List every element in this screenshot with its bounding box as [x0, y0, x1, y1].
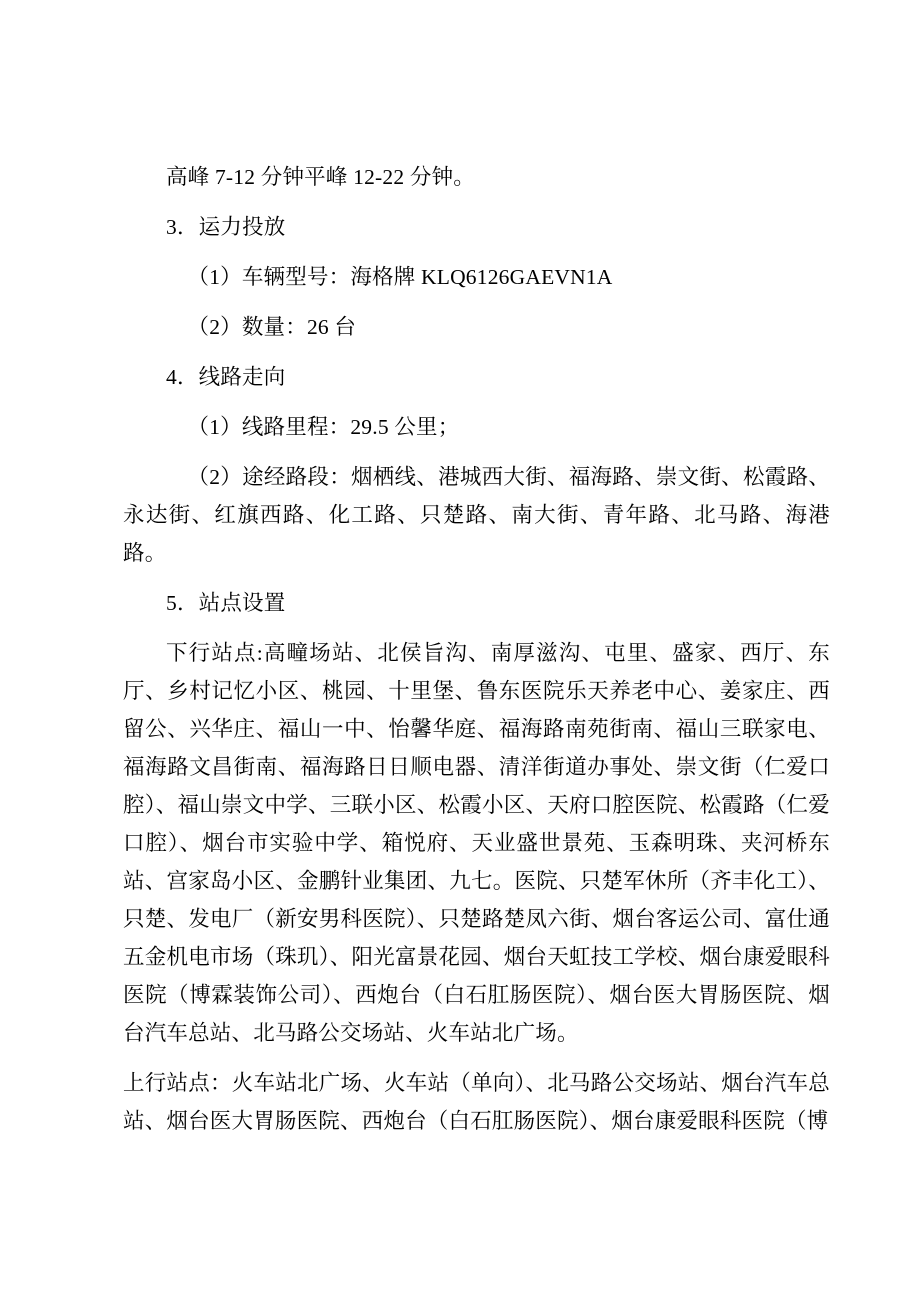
paragraph-upbound-stations: 上行站点：火车站北广场、火车站（单向）、北马路公交场站、烟台汽车总站、烟台医大胃肠医院、西炮台（白石肛肠医院）、烟台康爱眼科医院（博	[123, 1071, 830, 1133]
item-route-roads: （2）途经路段：烟栖线、港城西大街、福海路、崇文街、松霞路、永达街、红旗西路、化工路、只楚路、南大街、青年路、北马路、海港路。	[123, 465, 830, 565]
paragraph-peak-frequency: 高峰 7-12 分钟平峰 12-22 分钟。	[166, 165, 475, 189]
item-route-length: （1）线路里程：29.5 公里；	[187, 415, 460, 439]
item-vehicle-quantity: （2）数量：26 台	[187, 315, 357, 339]
heading-capacity-deployment: 3．运力投放	[166, 215, 286, 239]
paragraph-downbound-stations: 下行站点:高疃场站、北侯旨沟、南厚滋沟、屯里、盛家、西厅、东厅、乡村记忆小区、桃园、十里堡、鲁东医院乐天养老中心、姜家庄、西留公、兴华庄、福山一中、怡馨华庭、福海路南苑街南、福山三联家电、福海路文昌街南、福海路日日顺电器、清洋街道办事处、崇文街（仁爱口腔）、福山崇文中学、三联小区、松霞小区、天府口腔医院、松霞路（仁爱口腔）、烟台市实验中学、箱悦府、天业盛世景苑、玉森明珠、夹河桥东站、宫家岛小区、金鹏针业集团、九七。医院、只楚军休所（齐丰化工）、只楚、发电厂（新安男科医院）、只楚路楚凤六街、烟台客运公司、富仕通五金机电市场（珠玑）、阳光富景花园、烟台天虹技工学校、烟台康爱眼科医院（博霖装饰公司）、西炮台（白石肛肠医院）、烟台医大胃肠医院、烟台汽车总站、北马路公交场站、火车站北广场。	[123, 641, 830, 1045]
heading-station-setup: 5．站点设置	[166, 591, 286, 615]
heading-route-alignment: 4．线路走向	[166, 365, 286, 389]
item-vehicle-model: （1）车辆型号：海格牌 KLQ6126GAEVN1A	[187, 265, 613, 289]
document-body	[123, 158, 830, 1140]
